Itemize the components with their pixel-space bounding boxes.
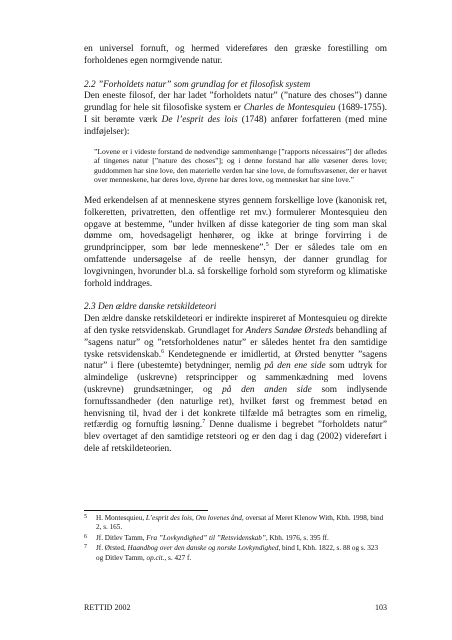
body-text	[84, 44, 387, 456]
page-number: 103	[375, 603, 387, 612]
intro-paragraph: en universel fornuft, og hermed videreføres den græske forestilling om forholdenes egen normgivende natur.	[84, 44, 387, 66]
footnote-divider	[84, 510, 208, 511]
section-2-2-paragraph-1: Den eneste filosof, der har ladet ”forholdets natur” (”nature des choses”) danne grundlag for hele sit filosofiske system er Charles de Montesquieu (1689-1755). I sit berømte værk De l’esprit des lois (1748) anfører forfatteren (med mine indføjelser):	[84, 91, 388, 137]
footnote-ref-6: 6	[161, 348, 165, 355]
journal-name: RETTID 2002	[84, 603, 131, 612]
footnote-ref-7: 7	[202, 419, 206, 426]
block-quote: ”Lovene er i videste forstand de nødvendige sammenhænge [”rapports nécessaires”] der afledes af tingenes natur [”nature des choses”]; og i denne forstand har alle væsener deres love; guddommen har sine love, den materielle verden har sine love, de fornuftsvæsener, der er hævet over menneskene, har deres love, dyrene har deres love, og mennesket har sine love.”	[94, 146, 387, 185]
footnote-6: 6 Jf. Ditlev Tamm, Fra ”Lovkyndighed” til ”Retsvidenskab”, Kbh. 1976, s. 395 ff.	[84, 533, 329, 542]
footnote-7: 7 Jf. Ørsted, Haandbog over den danske og norske Lovkyndighed, bind I, Kbh. 1822, s. 88 og s. 323 og Ditlev Tamm, op.cit., s. 427 f.	[84, 544, 379, 562]
page-footer	[84, 603, 387, 612]
section-2-2-paragraph-2: Med erkendelsen af at menneskene styres gennem forskellige love (kanonisk ret, folkeretten, privatretten, den offentlige ret mv.) formulerer Montesquieu den opgave at bestemme, ”under hvilken af disse kategorier de ting som man skal dømme om, hovedsageligt henhører, og ikke at bringe forvirring i de grundprincipper, som bør lede menneskene”.$^5$ Der er således tale om en omfattende undersøgelse af de reelle hensyn, der danner grundlag for lovgivningen, hvorunder bl.a. så forskellige forhold som styreform og klimatiske forhold inddrages.	[84, 195, 388, 289]
footnotes	[84, 514, 387, 564]
footnote-ref-5: 5	[265, 242, 269, 249]
section-2-3-paragraph-1: Den ældre danske retskildeteori er indirekte inspireret af Montesquieu og direkte af den tyske retsvidenskab. Grundlaget for Anders Sandøe Ørsteds behandling af ”sagens natur” og ”retsforholdenes natur” er således hentet fra den samtidige tyske retsvidenskab.$^6$ Kendetegnende er imidlertid, at Ørsted benytter ”sagens natur” i flere (ubestemte) betydninger, nemlig på den ene side som udtryk for almindelige (uskrevne) retsprincipper og sammenkædning med lovens (uskrevne) grundsætninger, og på den anden side som indlysende fornuftssandheder (den naturlige ret), hvilket først og fremmest betød en henvisning til, hvad der i det konkrete tilfælde må betragtes som en rimelig, retfærdig og fornuftig løsning.$^7$ Denne dualisme i begrebet ”forholdets natur” blev overtaget af den samtidige retsteori og er den dag i dag (2002) videreført i dele af retskildeteorien.	[84, 314, 388, 454]
section-heading-2-2: 2.2 ”Forholdets natur” som grundlag for et filosofisk system	[84, 79, 311, 90]
footnote-5: 5 H. Montesquieu, L’esprit des lois, Om lovenes ånd, oversat af Meret Klenow With, Kbh. 1998, bind 2, s. 165.	[84, 514, 384, 532]
section-heading-2-3: 2.3 Den ældre danske retskildeteori	[84, 302, 217, 313]
